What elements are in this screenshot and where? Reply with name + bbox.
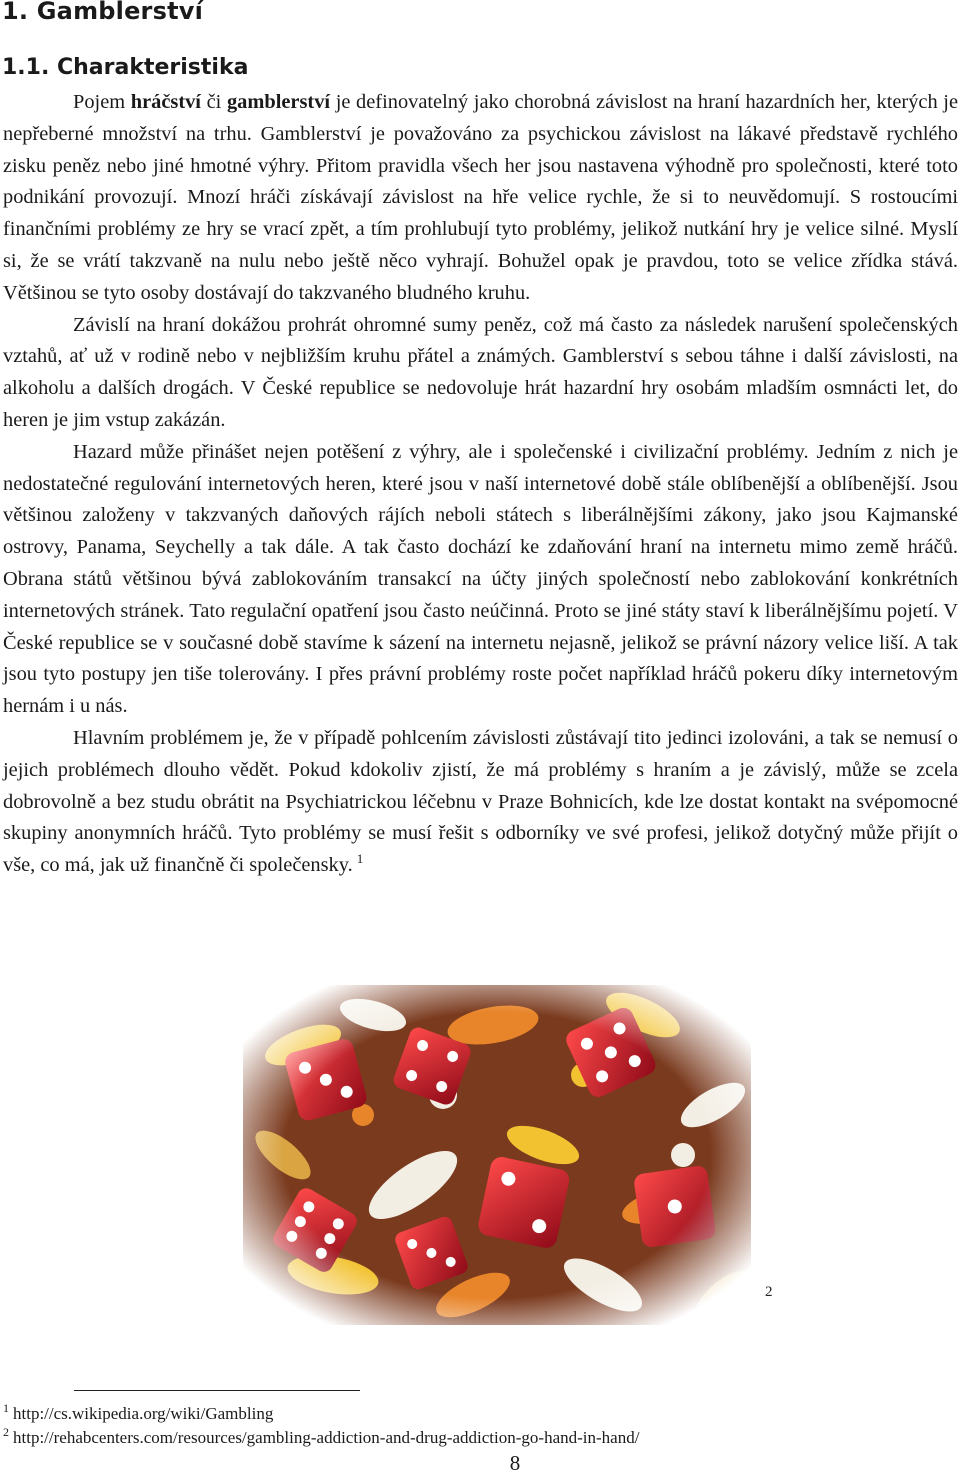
- term-gamblerstvi: gamblerství: [226, 91, 331, 113]
- term-hracstvi: hráčství: [130, 91, 201, 113]
- paragraph-1-text-e: je definovatelný jako chorobná závislost na hraní hazardních her, kterých je nepřeberné množství na trhu. Gamblerství je považováno za psychickou závislost na lákavé představě rychlého zisku peněz nebo jiné hmotné výhry. Přitom pravidla všech her jsou nastavena výhodně pro společnosti, které toto podnikání provozují. Mnozí hráči získávají závislost na hře velice rychle, že si to neuvědomují. S rostoucími finančními problémy ze hry se vrací zpět, a tím prohlubují tyto problémy, jelikož nutkání hry je velice silné. Myslí si, že se vrátí takzvaně na nulu nebo ještě něco vyhrají. Bohužel opak je pravdou, toto se velice zřídka stává. Většinou se tyto osoby dostávají do takzvaného bludného kruhu.: [3, 91, 958, 304]
- paragraph-4: [3, 723, 958, 882]
- page-number: 8: [509, 1451, 521, 1475]
- footnotes: [3, 1402, 953, 1450]
- body-text: [3, 87, 958, 882]
- paragraph-3: Hazard může přinášet nejen potěšení z výhry, ale i společenské i civilizační problémy. Jedním z nich je nedostatečné regulování internetových heren, které jsou v naší internetové době stále oblíbenější a oblíbenější. Jsou většinou založeny v takzvaných daňových rájích neboli státech s liberálnějšími zákony, jako jsou Kajmanské ostrovy, Panama, Seychelly a tak dále. A tak často dochází ke zdaňování hraní na internetu mimo země hráčů. Obrana států většinou bývá zablokováním transakcí na účty jiných společností nebo zablokování konkrétních internetových stránek. Tato regulační opatření jsou často neúčinná. Proto se jiné státy staví k liberálnějšímu pojetí. V České republice se v současné době stavíme k sázení na internetu nejasně, jelikož se právní názory velice liší. A tak jsou tyto postupy jen tiše tolerovány. I přes právní problémy roste počet například hráčů pokeru díky internetovým hernám i u nás.: [3, 440, 958, 718]
- chapter-title: 1. Gamblerství: [2, 0, 204, 25]
- footnote-1-number: 1: [3, 1401, 9, 1416]
- footnote-2-number: 2: [3, 1425, 9, 1440]
- footnote-2-link[interactable]: http://rehabcenters.com/resources/gambling-addiction-and-drug-addiction-go-hand-in-hand/: [13, 1428, 640, 1447]
- paragraph-1-text-a: Pojem: [73, 91, 131, 113]
- footnote-1-link[interactable]: http://cs.wikipedia.org/wiki/Gambling: [13, 1404, 274, 1423]
- footnote-separator: [74, 1390, 360, 1391]
- paragraph-1: [3, 87, 958, 310]
- paragraph-1-text-c: či: [200, 91, 227, 113]
- dice-and-pills-photo: [243, 985, 751, 1325]
- dice-and-pills-illustration: [243, 985, 751, 1325]
- paragraph-2: Závislí na hraní dokážou prohrát ohromné sumy peněz, což má často za následek narušení společenských vztahů, ať už v rodině nebo v nejbližším kruhu přátel a známých. Gamblerství s sebou táhne i další závislosti, na alkoholu a dalších drogách. V České republice se nedovoluje hrát hazardní hry osobám mladším osmnácti let, do heren je jim vstup zakázán.: [3, 313, 958, 431]
- section-title: 1.1. Charakteristika: [2, 55, 249, 80]
- image-footnote-ref[interactable]: 2: [765, 1284, 773, 1300]
- footnote-1: [3, 1402, 953, 1426]
- footnote-ref-1[interactable]: 1: [356, 851, 364, 867]
- footnote-2: [3, 1426, 953, 1450]
- paragraph-4-text: Hlavním problémem je, že v případě pohlcením závislosti zůstávají tito jedinci izolováni, a tak se nemusí o jejich problémech dlouho vědět. Pokud kdokoliv zjistí, že má problémy s hraním a je závislý, může se zcela dobrovolně a bez studu obrátit na Psychiatrickou léčebnu v Praze Bohnicích, kde lze dostat kontakt na svépomocné skupiny anonymních hráčů. Tyto problémy se musí řešit s odborníky ve své profesi, jelikož dotyčný může přijít o vše, co má, jak už finančně či společensky.: [3, 726, 958, 877]
